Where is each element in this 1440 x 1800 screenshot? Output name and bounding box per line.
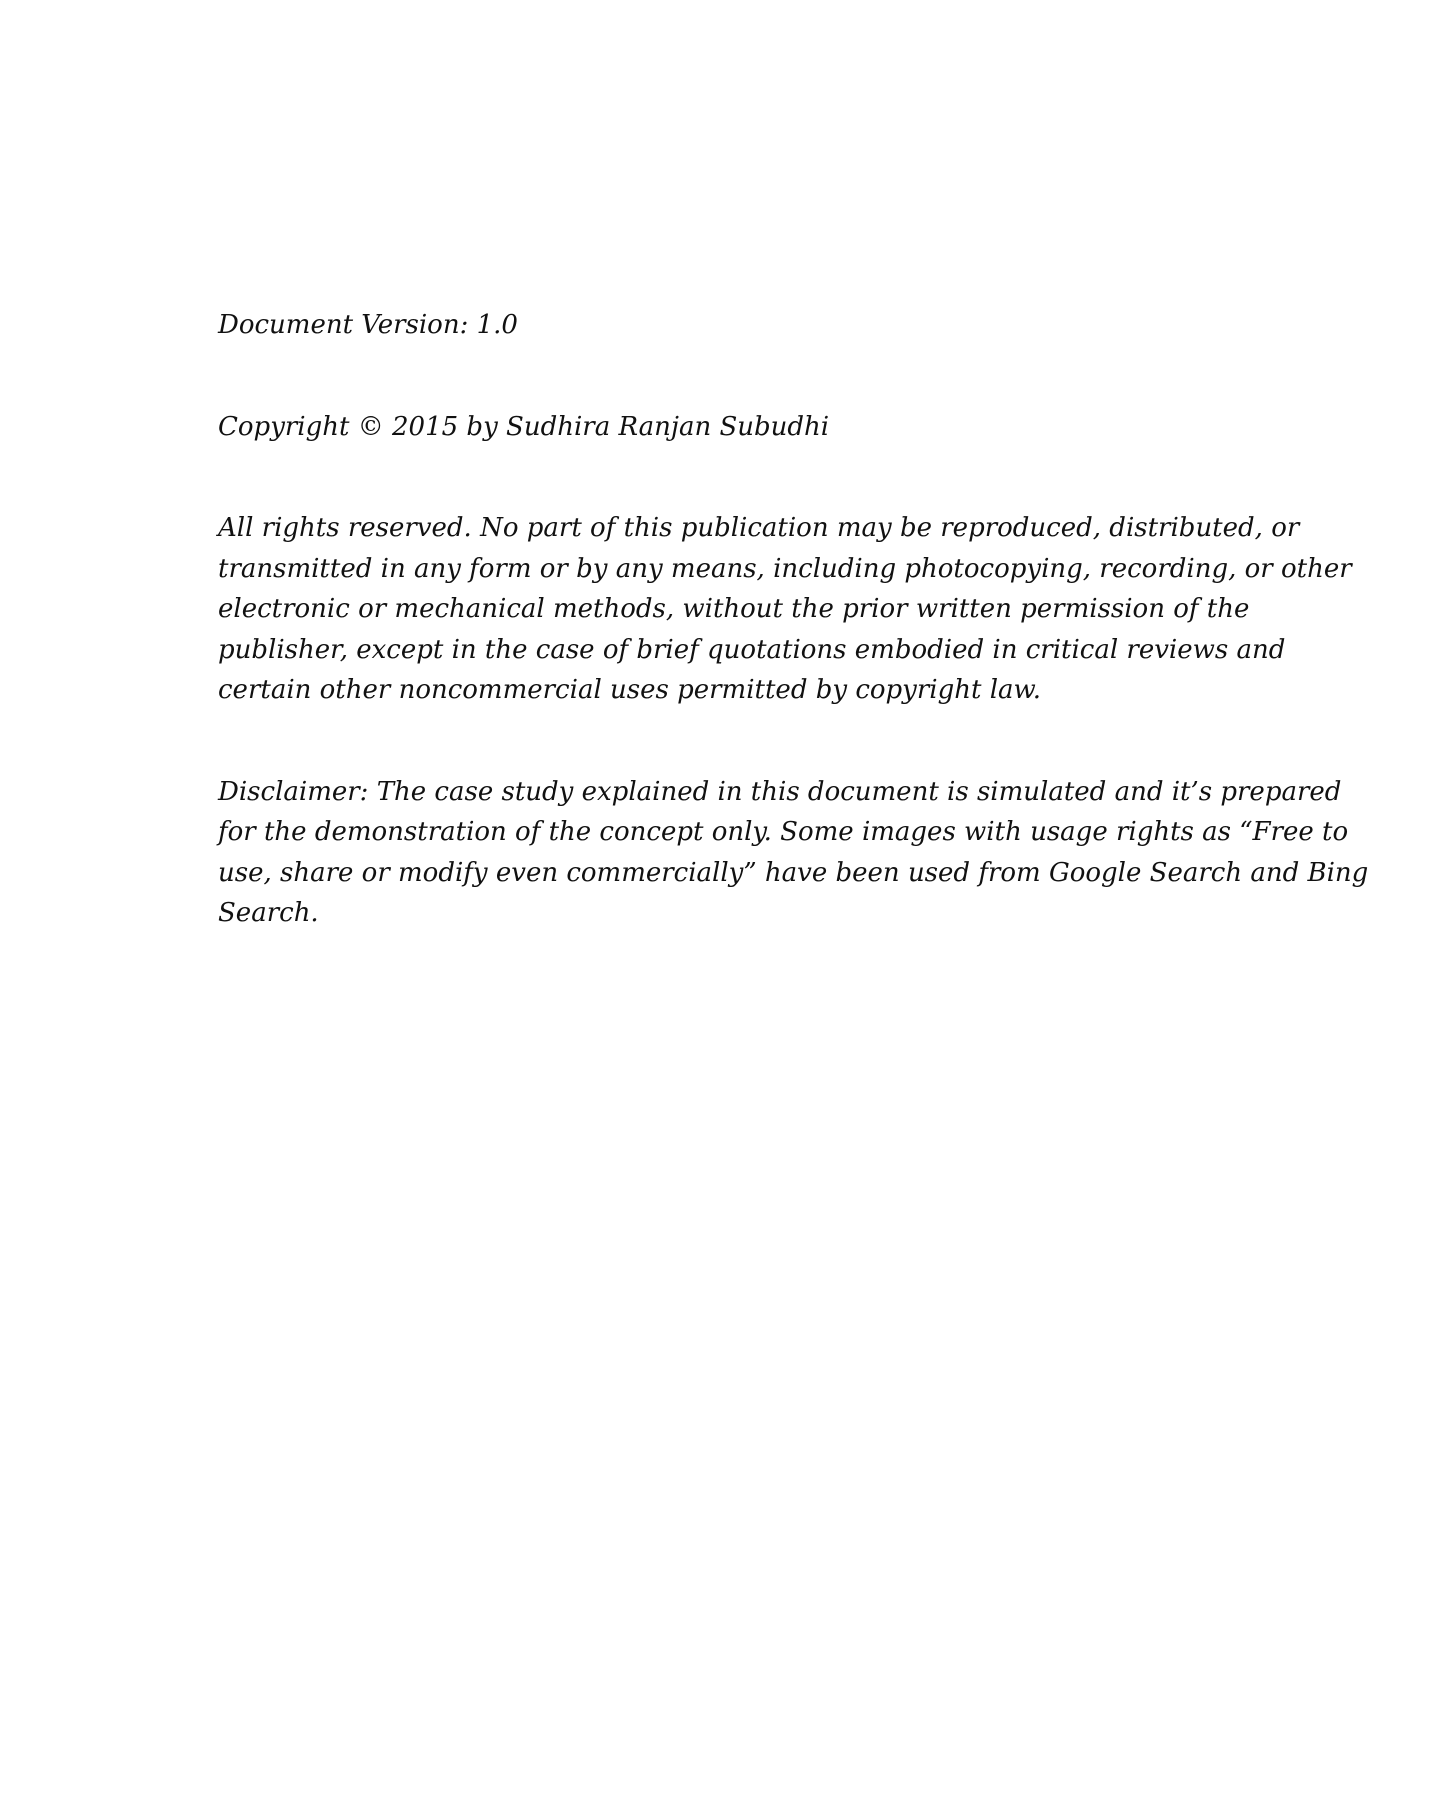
rights-line: electronic or mechanical methods, without the prior written permission of the bbox=[218, 594, 1250, 624]
document-version-text: Document Version: 1.0 bbox=[218, 310, 518, 340]
rights-line: publisher, except in the case of brief quotations embodied in critical reviews and bbox=[218, 634, 1286, 665]
disclaimer-line: use, share or modify even commercially” have been used from Google Search and Bing bbox=[218, 857, 1369, 888]
rights-reserved-paragraph bbox=[218, 508, 1352, 711]
copyright-notice bbox=[218, 407, 1298, 448]
copyright-text: Copyright © 2015 by Sudhira Ranjan Subudhi bbox=[218, 411, 830, 442]
disclaimer-line: Disclaimer: The case study explained in this document is simulated and it’s prepared bbox=[218, 776, 1342, 807]
disclaimer-line: for the demonstration of the concept only. Some images with usage rights as “Free to bbox=[218, 817, 1349, 847]
rights-line: certain other noncommercial uses permitted by copyright law. bbox=[218, 675, 1041, 705]
document-version bbox=[218, 305, 1298, 346]
rights-line: transmitted in any form or by any means, including photocopying, recording, or other bbox=[218, 553, 1352, 584]
rights-line: All rights reserved. No part of this publication may be reproduced, distributed, or bbox=[218, 513, 1300, 543]
copyright-page-content bbox=[218, 305, 1369, 995]
disclaimer-line: Search. bbox=[218, 898, 319, 928]
disclaimer-paragraph bbox=[218, 772, 1369, 934]
